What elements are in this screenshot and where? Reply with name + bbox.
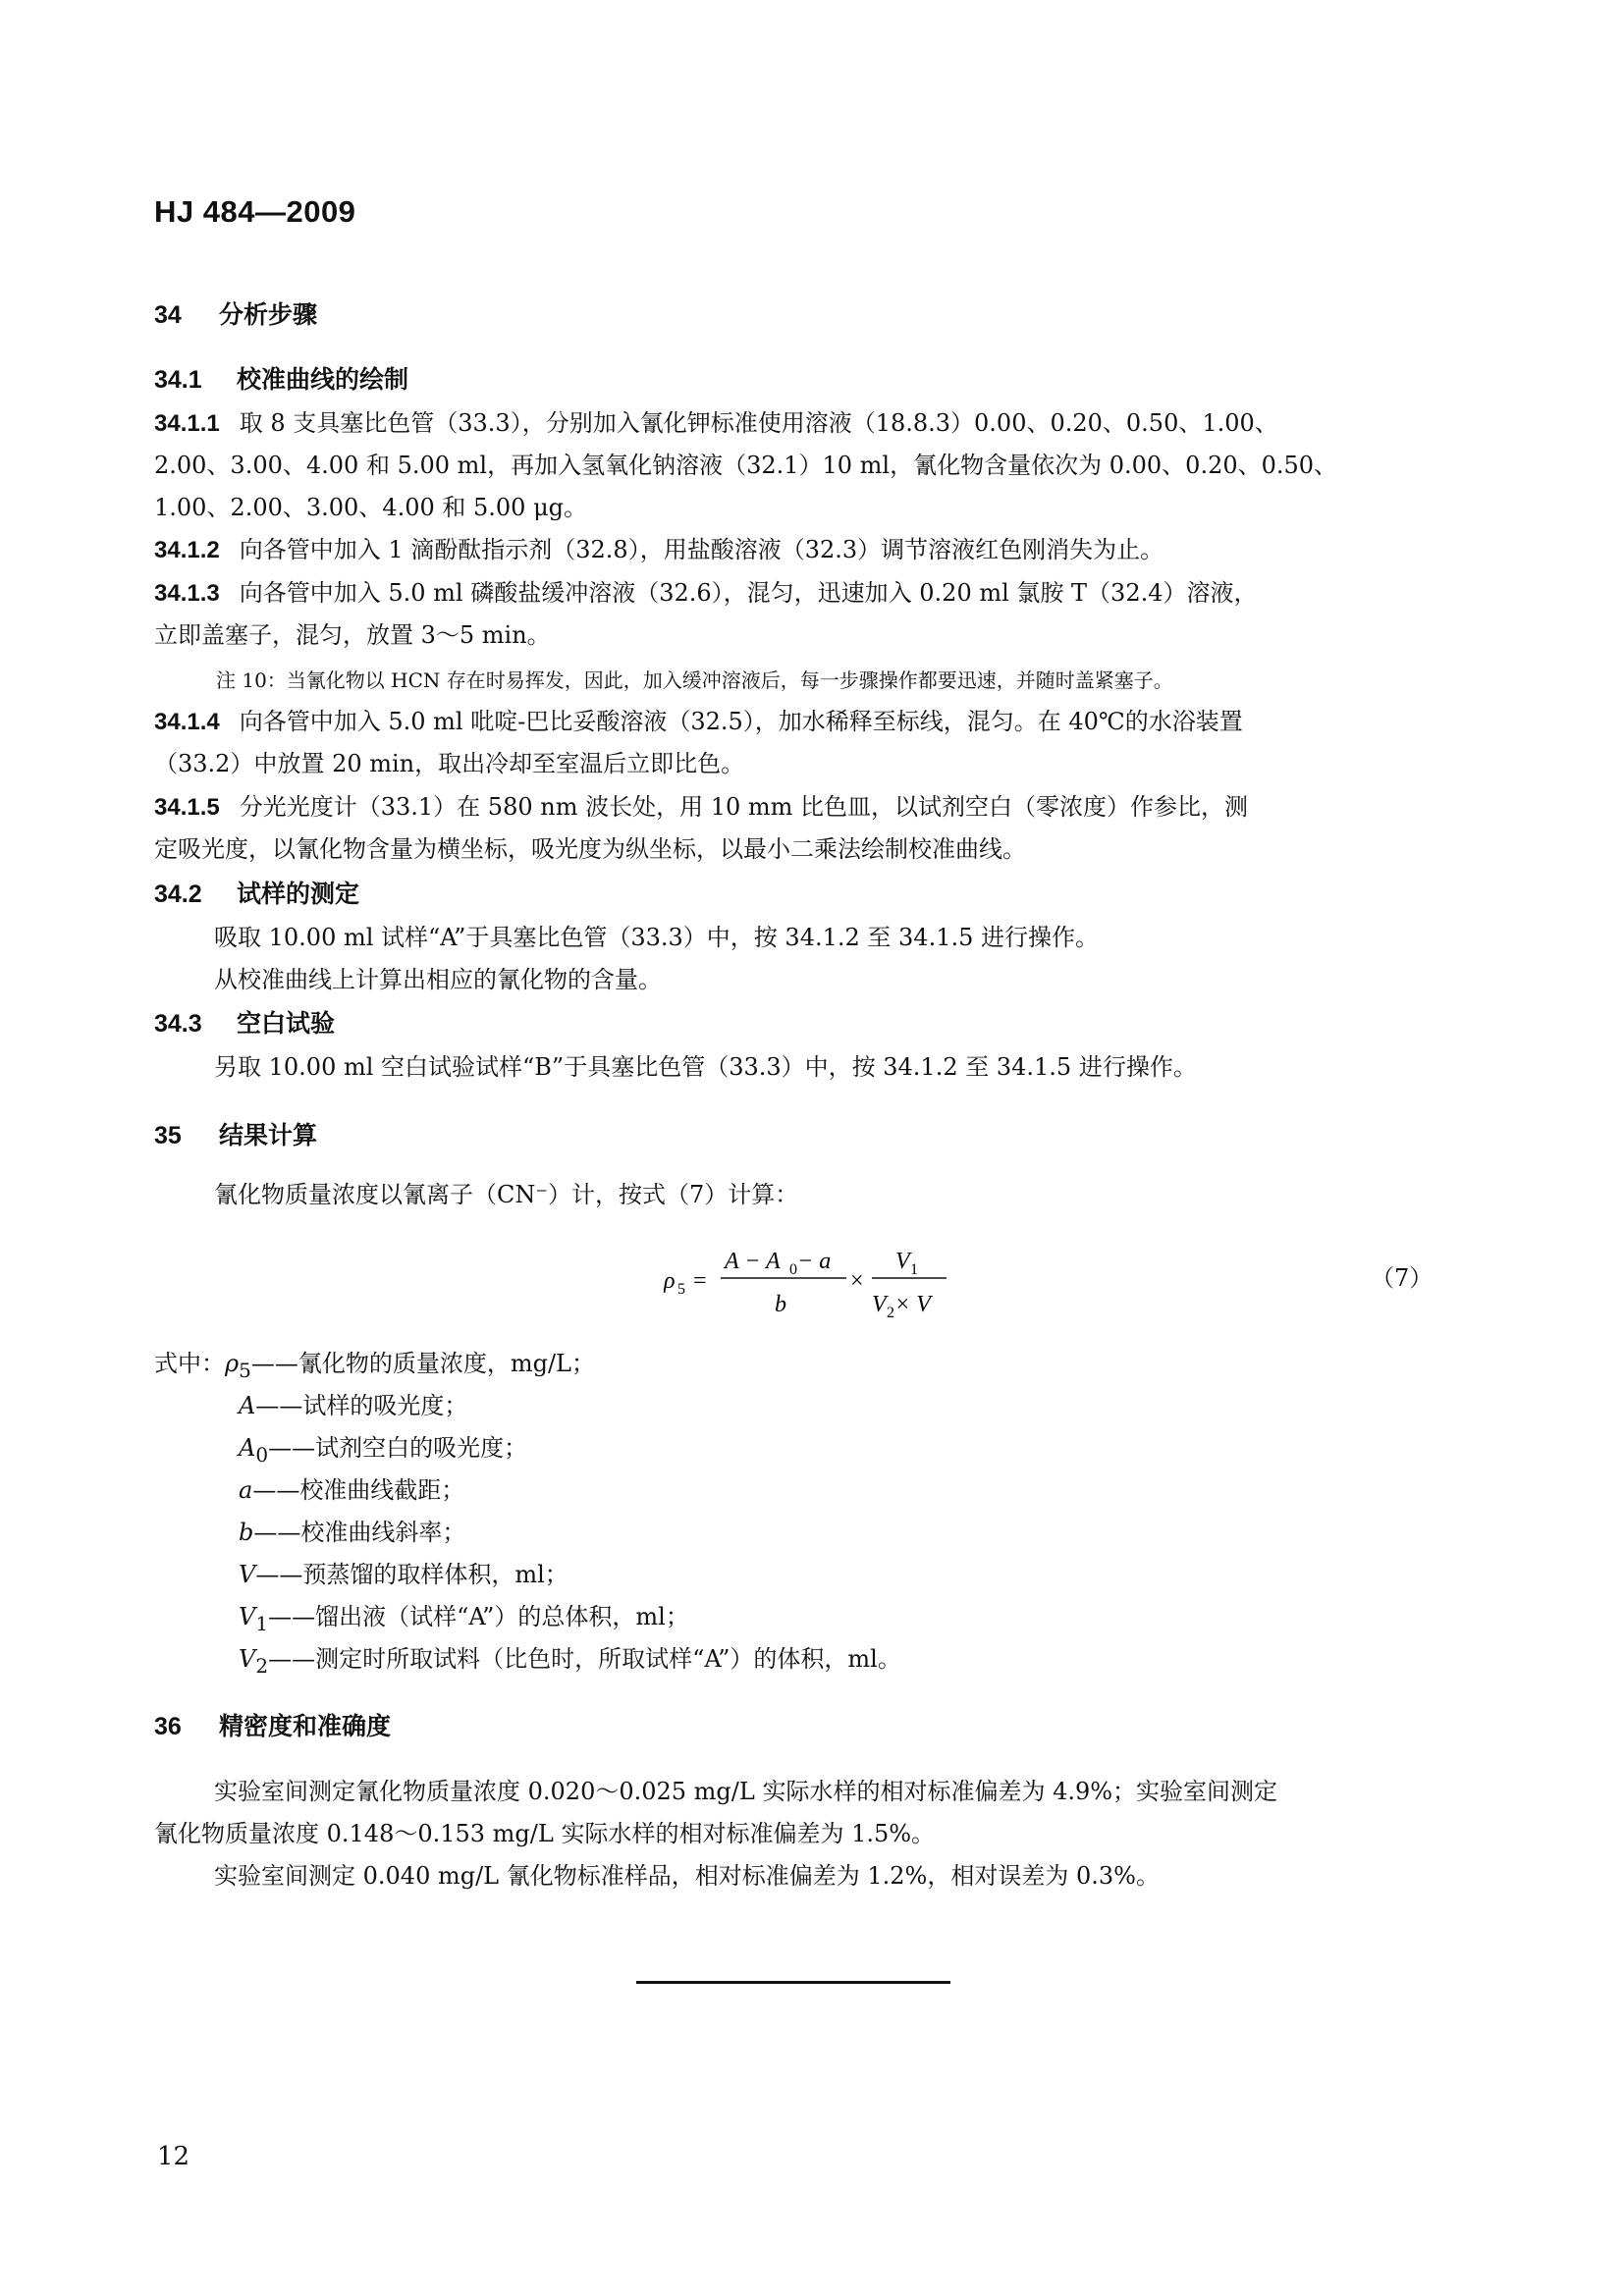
section-number: 36 [154, 1713, 182, 1740]
section-title: 试样的测定 [237, 881, 360, 908]
formula-numerator-2: V [895, 1249, 910, 1274]
definition-text: ——预蒸馏的取样体积，ml； [255, 1561, 568, 1588]
section-34-3-heading [154, 1003, 1431, 1045]
section-34-1-heading [154, 359, 1431, 401]
symbol: ρ [225, 1350, 240, 1377]
equation-number: （7） [1371, 1264, 1434, 1292]
clause-35-text [214, 1174, 1490, 1216]
symbol: A [239, 1392, 256, 1419]
clause-34-3-text [214, 1046, 1490, 1089]
symbol: A [239, 1434, 256, 1462]
formula-denominator-2-sub: 2 [887, 1305, 894, 1321]
definition-a [239, 1469, 464, 1512]
formula-denominator-2-tail: × V [894, 1292, 931, 1317]
section-title: 精密度和准确度 [219, 1713, 392, 1740]
section-number: 34.1 [154, 366, 202, 394]
symbol: V [239, 1645, 256, 1673]
formula-denominator-1: b [775, 1292, 786, 1317]
formula-7 [664, 1233, 988, 1321]
clause-text: 向各管中加入 5.0 ml 吡啶-巴比妥酸溶液（32.5），加水稀释至标线，混匀。在 40℃的水浴装置 [239, 708, 1243, 735]
symbol: b [239, 1519, 254, 1546]
clause-line: 1.00、2.00、3.00、4.00 和 5.00 μg。 [154, 494, 588, 521]
definition-b [239, 1512, 465, 1554]
section-title: 分析步骤 [219, 301, 318, 329]
section-title: 空白试验 [237, 1010, 336, 1038]
section-34-heading [154, 294, 1431, 337]
clause-line [154, 786, 1431, 828]
symbol-sub: 0 [255, 1442, 269, 1467]
clause-line [154, 402, 1431, 445]
definition-text: ——测定时所取试料（比色时，所取试样“A”）的体积，ml。 [268, 1645, 901, 1673]
section-36-heading [154, 1706, 1431, 1748]
symbol: a [239, 1476, 253, 1504]
note-10: 注 10：当氰化物以 HCN 存在时易挥发，因此，加入缓冲溶液后，每一步骤操作都要迅速，并随时盖紧塞子。 [216, 668, 1173, 692]
formula-numerator-1: A − A [725, 1249, 781, 1274]
clause-34-1-3 [154, 572, 1431, 657]
clause-text: 向各管中加入 1 滴酚酞指示剂（32.8），用盐酸溶液（32.3）调节溶液红色刚消失为止。 [239, 536, 1164, 563]
clause-line: 另取 10.00 ml 空白试验试样“B”于具塞比色管（33.3）中，按 34.1.2 至 34.1.5 进行操作。 [214, 1053, 1197, 1081]
formula-denominator-2: V [872, 1292, 887, 1317]
formula-numerator-2-sub: 1 [910, 1261, 918, 1278]
definition-V [239, 1554, 568, 1596]
clause-text: 分光光度计（33.1）在 580 nm 波长处，用 10 mm 比色皿，以试剂空白（零浓度）作参比，测 [239, 793, 1249, 821]
definition-text: ——氰化物的质量浓度，mg/L； [250, 1350, 595, 1377]
clause-line: 立即盖塞子，混匀，放置 3～5 min。 [154, 621, 551, 649]
formula-numerator-1-sub: 0 [789, 1261, 797, 1278]
section-title: 校准曲线的绘制 [237, 366, 409, 394]
section-35-heading [154, 1115, 1431, 1157]
formula-lhs: ρ [664, 1268, 676, 1294]
clause-line: 氰化物质量浓度 0.148～0.153 mg/L 实际水样的相对标准偏差为 1.5%。 [154, 1820, 936, 1847]
definition-text: ——试样的吸光度； [255, 1392, 468, 1419]
clause-number: 34.1.1 [154, 410, 220, 437]
section-number: 34.2 [154, 881, 202, 908]
clause-number: 34.1.4 [154, 709, 220, 735]
clause-line: 实验室间测定 0.040 mg/L 氰化物标准样品，相对标准偏差为 1.2%，相对误差为 0.3%。 [214, 1862, 1160, 1890]
clause-number: 34.1.2 [154, 537, 220, 563]
symbol: V [239, 1561, 256, 1588]
clause-34-2-text [214, 917, 1490, 1001]
definition-V2 [239, 1638, 901, 1687]
clause-line: 2.00、3.00、4.00 和 5.00 ml，再加入氢氧化钠溶液（32.1）10 ml，氰化物含量依次为 0.00、0.20、0.50、 [154, 452, 1338, 479]
definition-intro: 式中： [154, 1350, 225, 1377]
page-number: 12 [157, 2142, 190, 2171]
clause-line: 从校准曲线上计算出相应的氰化物的含量。 [214, 966, 662, 993]
end-rule-divider [636, 1981, 950, 1984]
formula-times: × [850, 1268, 864, 1294]
section-number: 34 [154, 301, 182, 329]
definition-text: ——试剂空白的吸光度； [268, 1434, 528, 1462]
definition-A [239, 1385, 467, 1427]
clause-line: 实验室间测定氰化物质量浓度 0.020～0.025 mg/L 实际水样的相对标准偏差为 4.9%；实验室间测定 [214, 1778, 1278, 1805]
clause-34-1-1 [154, 402, 1431, 529]
clause-36-text [154, 1771, 1431, 1897]
clause-text: 向各管中加入 5.0 ml 磷酸盐缓冲溶液（32.6），混匀，迅速加入 0.20 ml 氯胺 T（32.4）溶液， [239, 579, 1258, 607]
clause-line: 氰化物质量浓度以氰离子（CN⁻）计，按式（7）计算： [214, 1181, 799, 1208]
clause-34-1-4 [154, 701, 1431, 785]
clause-34-1-2 [154, 529, 1431, 571]
formula-equals: = [693, 1268, 707, 1294]
section-number: 34.3 [154, 1010, 202, 1038]
section-34-2-heading [154, 874, 1431, 916]
symbol-sub: 5 [239, 1358, 251, 1382]
definition-text: ——馏出液（试样“A”）的总体积，ml； [268, 1603, 689, 1630]
clause-number: 34.1.3 [154, 580, 220, 607]
clause-line [154, 572, 1431, 614]
formula-numerator-1-tail: − a [797, 1249, 832, 1274]
symbol-sub: 1 [255, 1611, 269, 1635]
clause-text: 取 8 支具塞比色管（33.3），分别加入氰化钾标准使用溶液（18.8.3）0.00、0.20、0.50、1.00、 [239, 409, 1278, 437]
formula-lhs-sub: 5 [677, 1281, 685, 1298]
section-number: 35 [154, 1122, 182, 1149]
clause-line: （33.2）中放置 20 min，取出冷却至室温后立即比色。 [154, 750, 745, 777]
clause-line [154, 529, 1431, 571]
clause-34-1-5 [154, 786, 1431, 871]
clause-number: 34.1.5 [154, 794, 220, 821]
symbol-sub: 2 [255, 1653, 269, 1678]
standard-code-header: HJ 484—2009 [154, 194, 356, 229]
clause-line: 定吸光度，以氰化物含量为横坐标，吸光度为纵坐标，以最小二乘法绘制校准曲线。 [154, 835, 1026, 863]
formula-svg [664, 1233, 988, 1321]
symbol: V [239, 1603, 256, 1630]
clause-line: 吸取 10.00 ml 试样“A”于具塞比色管（33.3）中，按 34.1.2 至 34.1.5 进行操作。 [214, 924, 1099, 951]
clause-line [154, 701, 1431, 743]
definition-text: ——校准曲线斜率； [253, 1519, 466, 1546]
definition-text: ——校准曲线截距； [252, 1476, 465, 1504]
section-title: 结果计算 [219, 1122, 318, 1149]
